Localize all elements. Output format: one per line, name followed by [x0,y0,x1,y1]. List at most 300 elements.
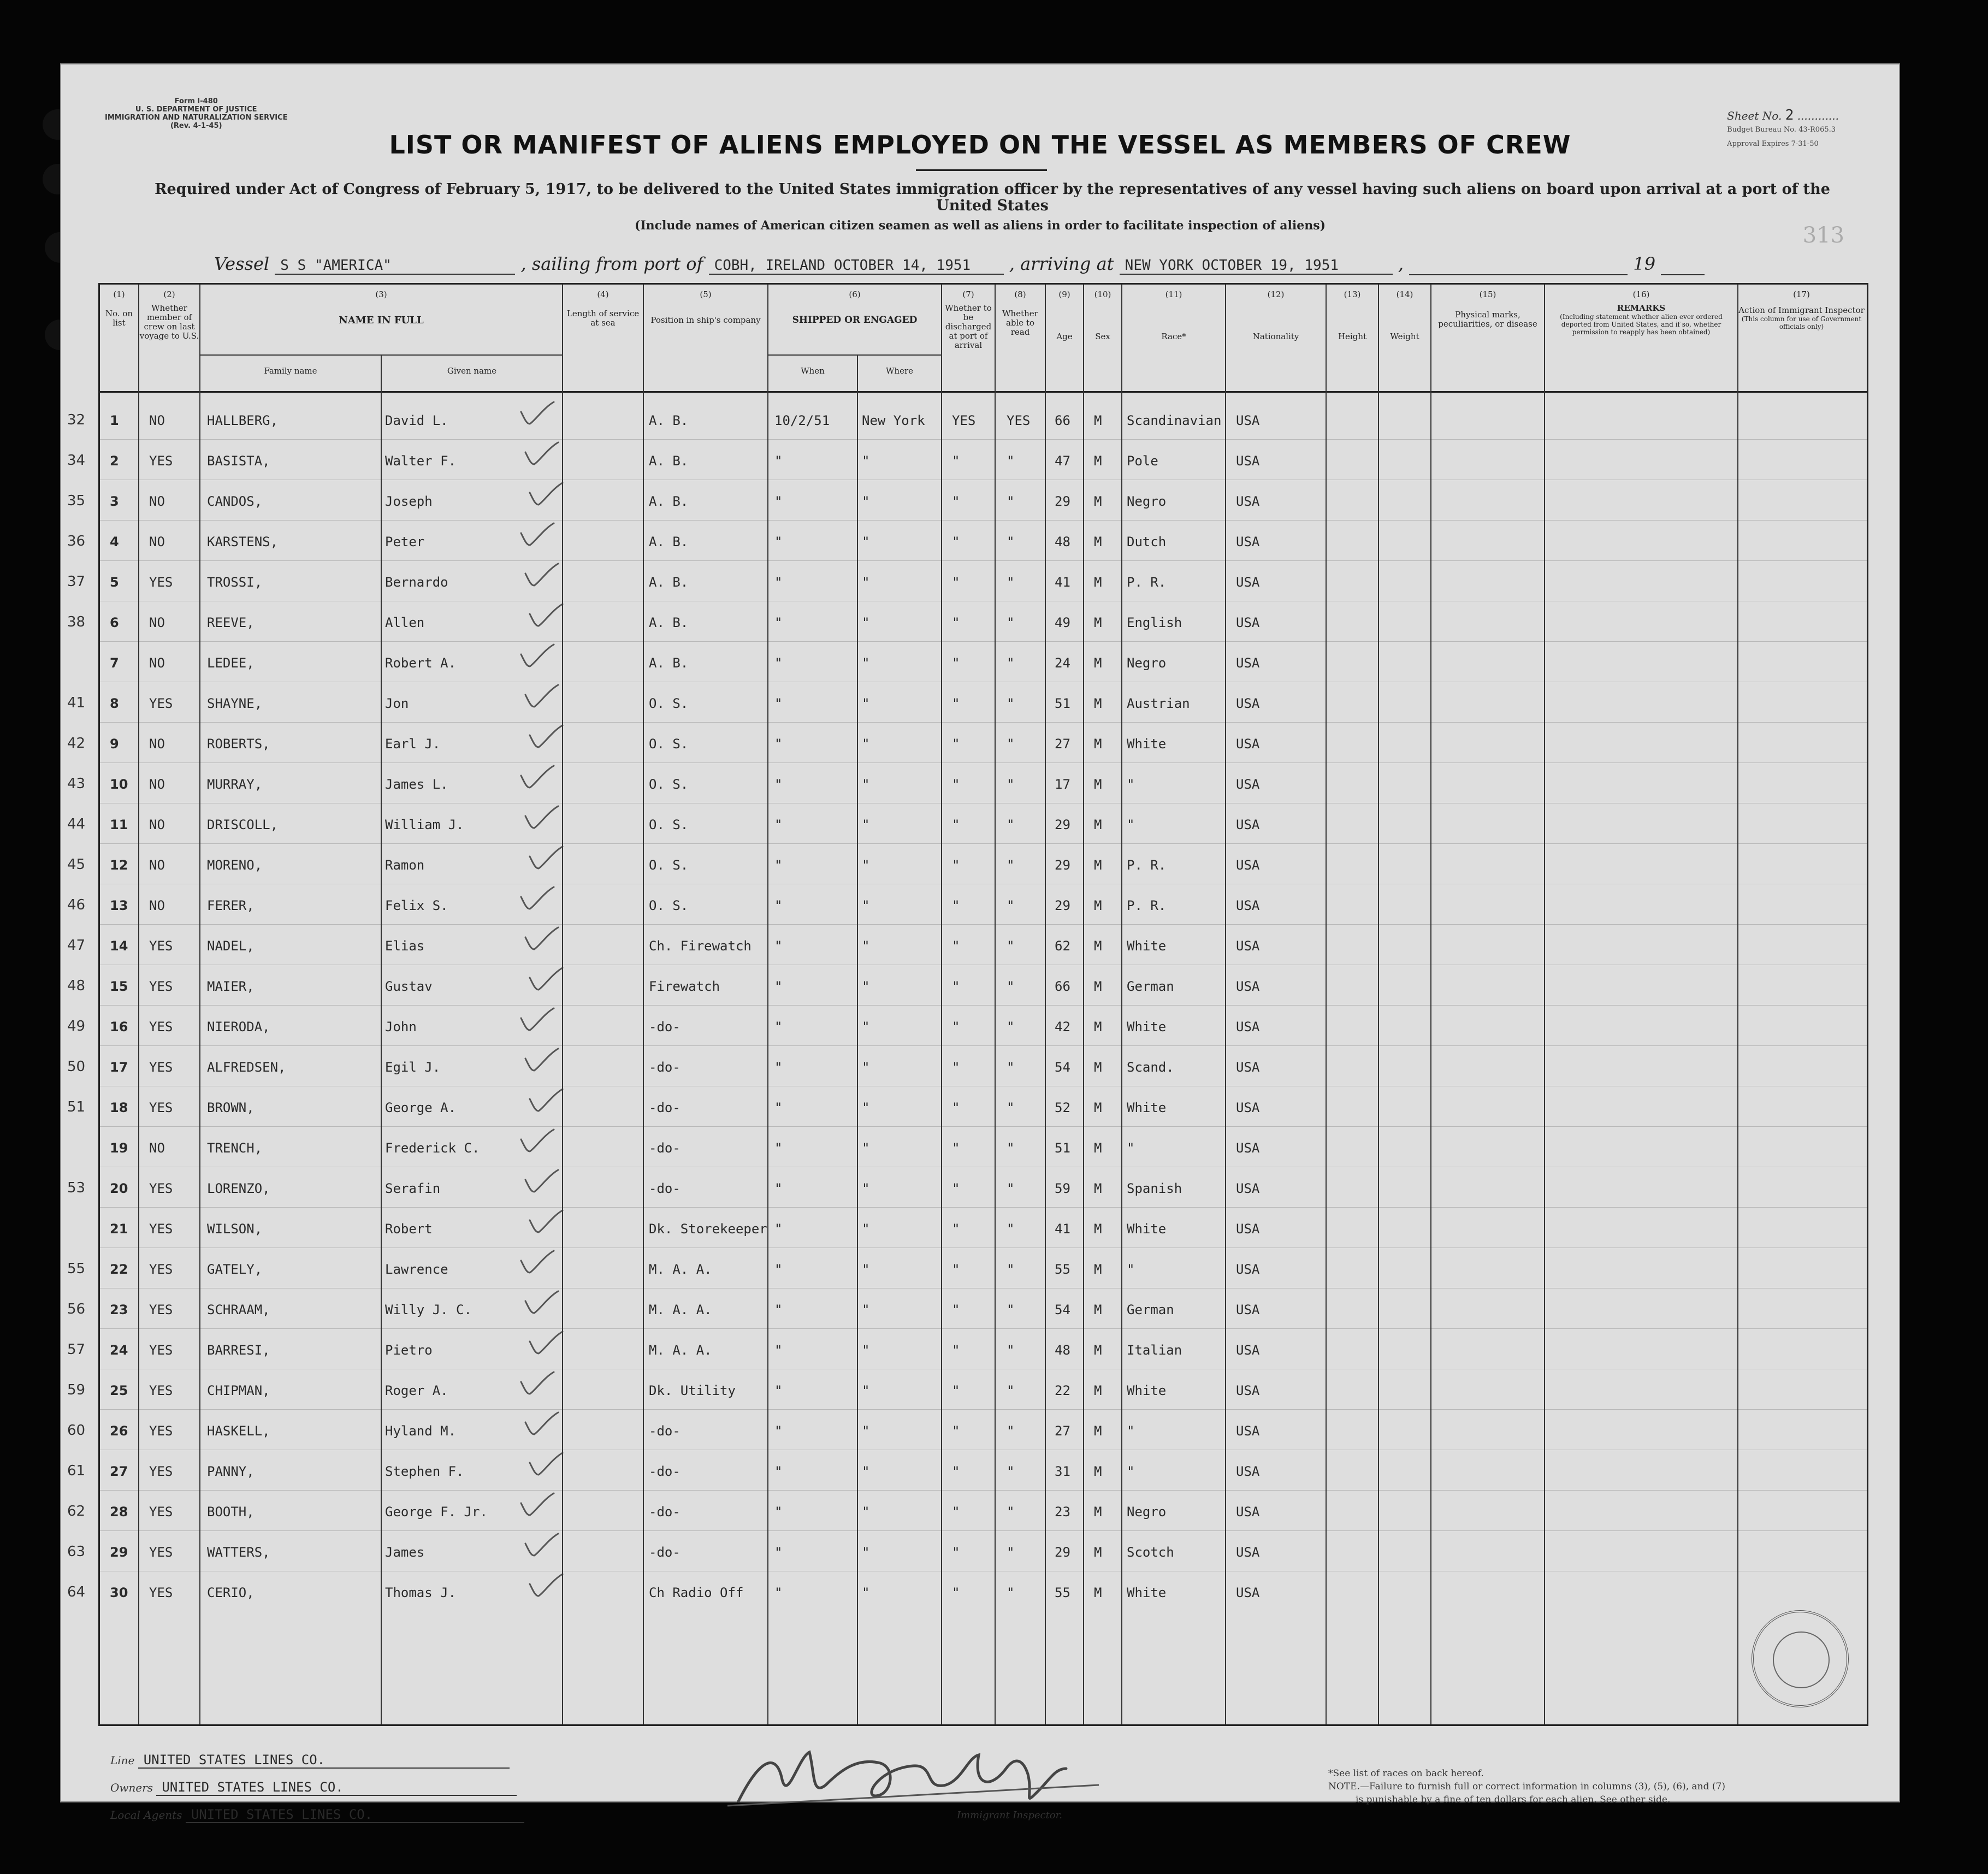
check-mark-icon [522,1532,560,1559]
sex: M [1094,534,1102,549]
previous-voyage: YES [149,1221,173,1237]
header-col-13 [1327,290,1378,341]
able-to-read: " [1007,1464,1015,1479]
sex: M [1094,1060,1102,1075]
row-rule [100,1045,1867,1046]
sheet-value: 2 [1785,107,1794,123]
line-label: Line [110,1754,135,1767]
nationality: USA [1236,777,1260,792]
nationality: USA [1236,979,1260,994]
sex: M [1094,575,1102,590]
header-label: No. on list [105,309,133,328]
family-name: BARRESI, [207,1343,270,1358]
row-rule [100,1409,1867,1410]
check-mark-icon [518,400,556,427]
nationality: USA [1236,858,1260,873]
sex: M [1094,1464,1102,1479]
shipped-when: " [774,1383,783,1398]
discharge: " [952,655,960,671]
able-to-read: " [1007,777,1015,792]
position: O. S. [649,858,689,873]
row-number: 28 [110,1504,128,1520]
margin-number: 36 [67,533,86,549]
given-name: Bernardo [385,575,448,590]
sex: M [1094,655,1102,671]
row-number: 21 [110,1221,128,1237]
margin-number: 35 [67,493,86,509]
sex: M [1094,696,1102,711]
footer-line-row [110,1752,510,1769]
able-to-read: " [1007,1545,1015,1560]
check-mark-icon [522,1168,560,1195]
header-family-name: Family name [264,366,317,376]
row-number: 17 [110,1060,128,1075]
sex: M [1094,1100,1102,1115]
discharge: " [952,1221,960,1237]
consulate-seal [1752,1610,1849,1707]
header-label: Whether to be discharged at port of arrival [945,303,992,350]
given-name: Hyland M. [385,1423,457,1439]
position: M. A. A. [649,1343,712,1358]
given-name: Robert A. [385,655,457,671]
sex: M [1094,777,1102,792]
given-name: Earl J. [385,736,441,752]
family-name: KARSTENS, [207,534,279,549]
sex: M [1094,1504,1102,1520]
position: Ch Radio Off [649,1585,744,1600]
shipped-where: " [862,655,870,671]
previous-voyage: YES [149,1464,173,1479]
margin-number: 45 [67,856,86,873]
position: -do- [649,1181,681,1196]
position: Firewatch [649,979,720,994]
given-name: Gustav [385,979,433,994]
family-name: NADEL, [207,938,255,954]
sex: M [1094,736,1102,752]
check-mark-icon [522,1410,560,1438]
header-num: (17) [1793,289,1810,299]
margin-number: 59 [67,1382,86,1398]
discharge: " [952,1181,960,1196]
position: A. B. [649,534,689,549]
given-name: Jon [385,696,409,711]
previous-voyage: YES [149,979,173,994]
discharge: " [952,1585,960,1600]
column-divider [381,354,382,1724]
row-number: 24 [110,1343,128,1358]
discharge: " [952,615,960,630]
row-rule [100,843,1867,844]
shipped-when: " [774,979,783,994]
nationality: USA [1236,1585,1260,1600]
previous-voyage: YES [149,1504,173,1520]
able-to-read: " [1007,979,1015,994]
sex: M [1094,938,1102,954]
nationality: USA [1236,736,1260,752]
discharge: " [952,777,960,792]
sex: M [1094,1383,1102,1398]
previous-voyage: NO [149,817,165,832]
header-num: (2) [163,289,175,299]
row-number: 14 [110,938,128,954]
margin-number: 63 [67,1544,86,1560]
position: O. S. [649,777,689,792]
header-col-3 [200,290,562,325]
previous-voyage: NO [149,777,165,792]
shipped-where: " [862,1181,870,1196]
header-col-6 [768,290,941,325]
shipped-where: " [862,1343,870,1358]
shipped-when: " [774,858,783,873]
form-number: Form I-480 [174,97,218,105]
header-label: Whether able to read [1002,309,1038,337]
sex: M [1094,1140,1102,1156]
race: White [1127,1383,1167,1398]
given-name: Frederick C. [385,1140,480,1156]
header-col-12 [1226,290,1326,341]
row-rule [100,1530,1867,1531]
position: -do- [649,1060,681,1075]
position: O. S. [649,696,689,711]
header-col-8 [996,290,1045,337]
nationality: USA [1236,938,1260,954]
row-rule [100,641,1867,642]
race: White [1127,938,1167,954]
nationality: USA [1236,1181,1260,1196]
check-mark-icon [518,1249,556,1276]
row-number: 22 [110,1262,128,1277]
margin-number: 64 [67,1584,86,1600]
header-when: When [801,366,825,376]
discharge: " [952,1060,960,1075]
given-name: Elias [385,938,425,954]
header-label: REMARKS [1617,303,1666,313]
able-to-read: " [1007,1019,1015,1034]
given-name: Ramon [385,858,425,873]
row-number: 29 [110,1545,128,1560]
footer-note-1: *See list of races on back hereof. [1328,1768,1484,1779]
given-name: Thomas J. [385,1585,457,1600]
age: 27 [1055,736,1070,752]
shipped-when: " [774,1019,783,1034]
row-number: 23 [110,1302,128,1317]
discharge: " [952,1343,960,1358]
race: Scotch [1127,1545,1174,1560]
family-name: PANNY, [207,1464,255,1479]
discharge: " [952,898,960,913]
family-name: FERER, [207,898,255,913]
sex: M [1094,494,1102,509]
shipped-where: " [862,453,870,469]
position: A. B. [649,413,689,428]
age: 31 [1055,1464,1070,1479]
vessel-label: Vessel [214,253,270,274]
shipped-where: " [862,1262,870,1277]
row-number: 3 [110,494,119,509]
row-number: 2 [110,453,119,469]
check-mark-icon [518,1127,556,1155]
column-divider [1378,285,1379,1724]
row-number: 25 [110,1383,128,1398]
header-num: (4) [597,289,609,299]
header-num: (16) [1632,289,1650,299]
age: 22 [1055,1383,1070,1398]
check-mark-icon [522,561,560,589]
nationality: USA [1236,575,1260,590]
nationality: USA [1236,1545,1260,1560]
given-name: William J. [385,817,464,832]
age: 55 [1055,1262,1070,1277]
approval-expiry: Approval Expires 7-31-50 [1727,140,1819,148]
header-num: (3) [375,289,387,299]
position: Ch. Firewatch [649,938,752,954]
column-divider [941,285,942,1724]
budget-bureau: Budget Bureau No. 43-R065.3 [1727,126,1836,134]
race: P. R. [1127,898,1167,913]
able-to-read: " [1007,615,1015,630]
margin-number: 61 [67,1463,86,1479]
footer-note-2: NOTE.—Failure to furnish full or correct information in columns (3), (5), (6), and (7) [1328,1781,1725,1792]
check-mark-icon [522,1047,560,1074]
shipped-when: " [774,575,783,590]
race: " [1127,1262,1135,1277]
row-rule [100,1328,1867,1329]
family-name: REEVE, [207,615,255,630]
shipped-where: " [862,979,870,994]
shipped-when: " [774,1302,783,1317]
header-col-17 [1738,290,1865,330]
given-name: Egil J. [385,1060,441,1075]
margin-number: 51 [67,1099,86,1115]
column-divider [1083,285,1084,1724]
age: 24 [1055,655,1070,671]
shipped-where: " [862,1140,870,1156]
row-rule [100,722,1867,723]
age: 29 [1055,817,1070,832]
column-divider [1737,285,1738,1724]
row-number: 11 [110,817,128,832]
family-name: BASISTA, [207,453,270,469]
column-divider [199,285,200,1724]
able-to-read: " [1007,1181,1015,1196]
margin-number: 44 [67,816,86,832]
nationality: USA [1236,1221,1260,1237]
check-mark-icon [526,1208,565,1235]
discharge: " [952,1262,960,1277]
row-rule [100,762,1867,763]
sex: M [1094,615,1102,630]
sex: M [1094,1302,1102,1317]
age: 29 [1055,858,1070,873]
race: Italian [1127,1343,1182,1358]
family-name: TRENCH, [207,1140,263,1156]
header-label: Weight [1390,332,1419,341]
form-department: U. S. DEPARTMENT OF JUSTICE [135,105,257,114]
race: German [1127,1302,1174,1317]
header-num: (13) [1344,289,1361,299]
family-name: GATELY, [207,1262,263,1277]
shipped-where: " [862,494,870,509]
nationality: USA [1236,898,1260,913]
header-label: Height [1338,332,1367,341]
race: Pole [1127,453,1158,469]
given-name: Roger A. [385,1383,448,1398]
margin-number: 34 [67,452,86,469]
header-label: Sex [1095,332,1110,341]
column-divider [1225,285,1226,1724]
margin-number: 50 [67,1059,86,1075]
given-name: Joseph [385,494,433,509]
race: English [1127,615,1182,630]
header-col-15 [1431,290,1544,329]
owners-label: Owners [110,1781,153,1794]
nationality: USA [1236,655,1260,671]
able-to-read: " [1007,1100,1015,1115]
family-name: SCHRAAM, [207,1302,270,1317]
check-mark-icon [522,804,560,831]
given-name: George F. Jr. [385,1504,488,1520]
header-num: (6) [849,289,861,299]
family-name: MAIER, [207,979,255,994]
row-number: 4 [110,534,119,549]
family-name: CHIPMAN, [207,1383,270,1398]
able-to-read: " [1007,453,1015,469]
previous-voyage: YES [149,1423,173,1439]
shipped-when: " [774,938,783,954]
check-mark-icon [522,1289,560,1316]
family-name: CERIO, [207,1585,255,1600]
position: O. S. [649,817,689,832]
able-to-read: " [1007,494,1015,509]
shipped-where: " [862,1302,870,1317]
able-to-read: " [1007,817,1015,832]
position: O. S. [649,898,689,913]
position: -do- [649,1100,681,1115]
race: White [1127,1221,1167,1237]
sheet-number-block: Sheet No. 2 ............ Budget Bureau No. 43-R065.3 Approval Expires 7-31-50 [1727,108,1839,151]
header-label: Length of service at sea [566,309,640,328]
given-name: David L. [385,413,448,428]
header-col-11 [1122,290,1225,341]
race: Dutch [1127,534,1167,549]
nationality: USA [1236,615,1260,630]
family-name: TROSSI, [207,575,263,590]
previous-voyage: NO [149,898,165,913]
age: 49 [1055,615,1070,630]
manifest-sheet [60,63,1900,1822]
age: 23 [1055,1504,1070,1520]
sailing-from: COBH, IRELAND OCTOBER 14, 1951 [709,257,1004,275]
row-rule [100,1490,1867,1491]
row-rule [100,1126,1867,1127]
shipped-when: " [774,1221,783,1237]
shipped-when: " [774,898,783,913]
discharge: " [952,1140,960,1156]
position: M. A. A. [649,1302,712,1317]
able-to-read: " [1007,1343,1015,1358]
able-to-read: " [1007,1302,1015,1317]
race: White [1127,1100,1167,1115]
sex: M [1094,979,1102,994]
race: Spanish [1127,1181,1182,1196]
shipped-when: " [774,1181,783,1196]
discharge: " [952,1423,960,1439]
shipped-when: 10/2/51 [774,413,830,428]
able-to-read: " [1007,534,1015,549]
shipped-when: " [774,615,783,630]
shipped-where: " [862,1221,870,1237]
sailing-label: , sailing from port of [520,253,703,274]
check-mark-icon [526,481,565,508]
shipped-when: " [774,494,783,509]
able-to-read: " [1007,1423,1015,1439]
year-prefix: 19 [1633,253,1656,274]
row-number: 8 [110,696,119,711]
row-number: 1 [110,413,119,428]
header-label: Action of Immigrant Inspector [1738,305,1865,315]
previous-voyage: YES [149,1545,173,1560]
page-stamp-number: 313 [1802,223,1844,248]
family-name: ALFREDSEN, [207,1060,286,1075]
age: 29 [1055,1545,1070,1560]
row-rule [100,924,1867,925]
shipped-when: " [774,777,783,792]
header-num: (7) [962,289,974,299]
race: Negro [1127,655,1167,671]
shipped-where: " [862,1060,870,1075]
nationality: USA [1236,1019,1260,1034]
shipped-when: " [774,534,783,549]
previous-voyage: YES [149,1060,173,1075]
arriving-label: , arriving at [1009,253,1114,274]
row-number: 7 [110,655,119,671]
check-mark-icon [518,764,556,791]
position: -do- [649,1464,681,1479]
previous-voyage: YES [149,1100,173,1115]
able-to-read: " [1007,1383,1015,1398]
header-col-7 [942,290,995,350]
given-name: Pietro [385,1343,433,1358]
given-name: Serafin [385,1181,441,1196]
family-name: BOOTH, [207,1504,255,1520]
previous-voyage: NO [149,534,165,549]
sex: M [1094,1343,1102,1358]
able-to-read: " [1007,736,1015,752]
nationality: USA [1236,1302,1260,1317]
header-col-16 [1545,290,1737,336]
previous-voyage: NO [149,413,165,428]
family-name: MORENO, [207,858,263,873]
margin-number: 48 [67,978,86,994]
row-number: 30 [110,1585,128,1600]
margin-number: 46 [67,897,86,913]
blank-line [1409,253,1628,275]
header-col-2 [139,290,199,341]
shipped-where: " [862,1423,870,1439]
age: 55 [1055,1585,1070,1600]
header-label: Position in ship's company [650,315,761,325]
shipped-when: " [774,1262,783,1277]
check-mark-icon [522,925,560,953]
position: -do- [649,1140,681,1156]
line-value: UNITED STATES LINES CO. [138,1752,510,1769]
shipped-when: " [774,1140,783,1156]
position: A. B. [649,655,689,671]
page-subtitle: Required under Act of Congress of February 5, 1917, to be delivered to the United States immigration officer by the representatives of any vessel having such aliens on board upon arrival at a port of the United States [155,181,1830,214]
position: Dk. Utility [649,1383,736,1398]
discharge: " [952,979,960,994]
shipped-when: " [774,1504,783,1520]
